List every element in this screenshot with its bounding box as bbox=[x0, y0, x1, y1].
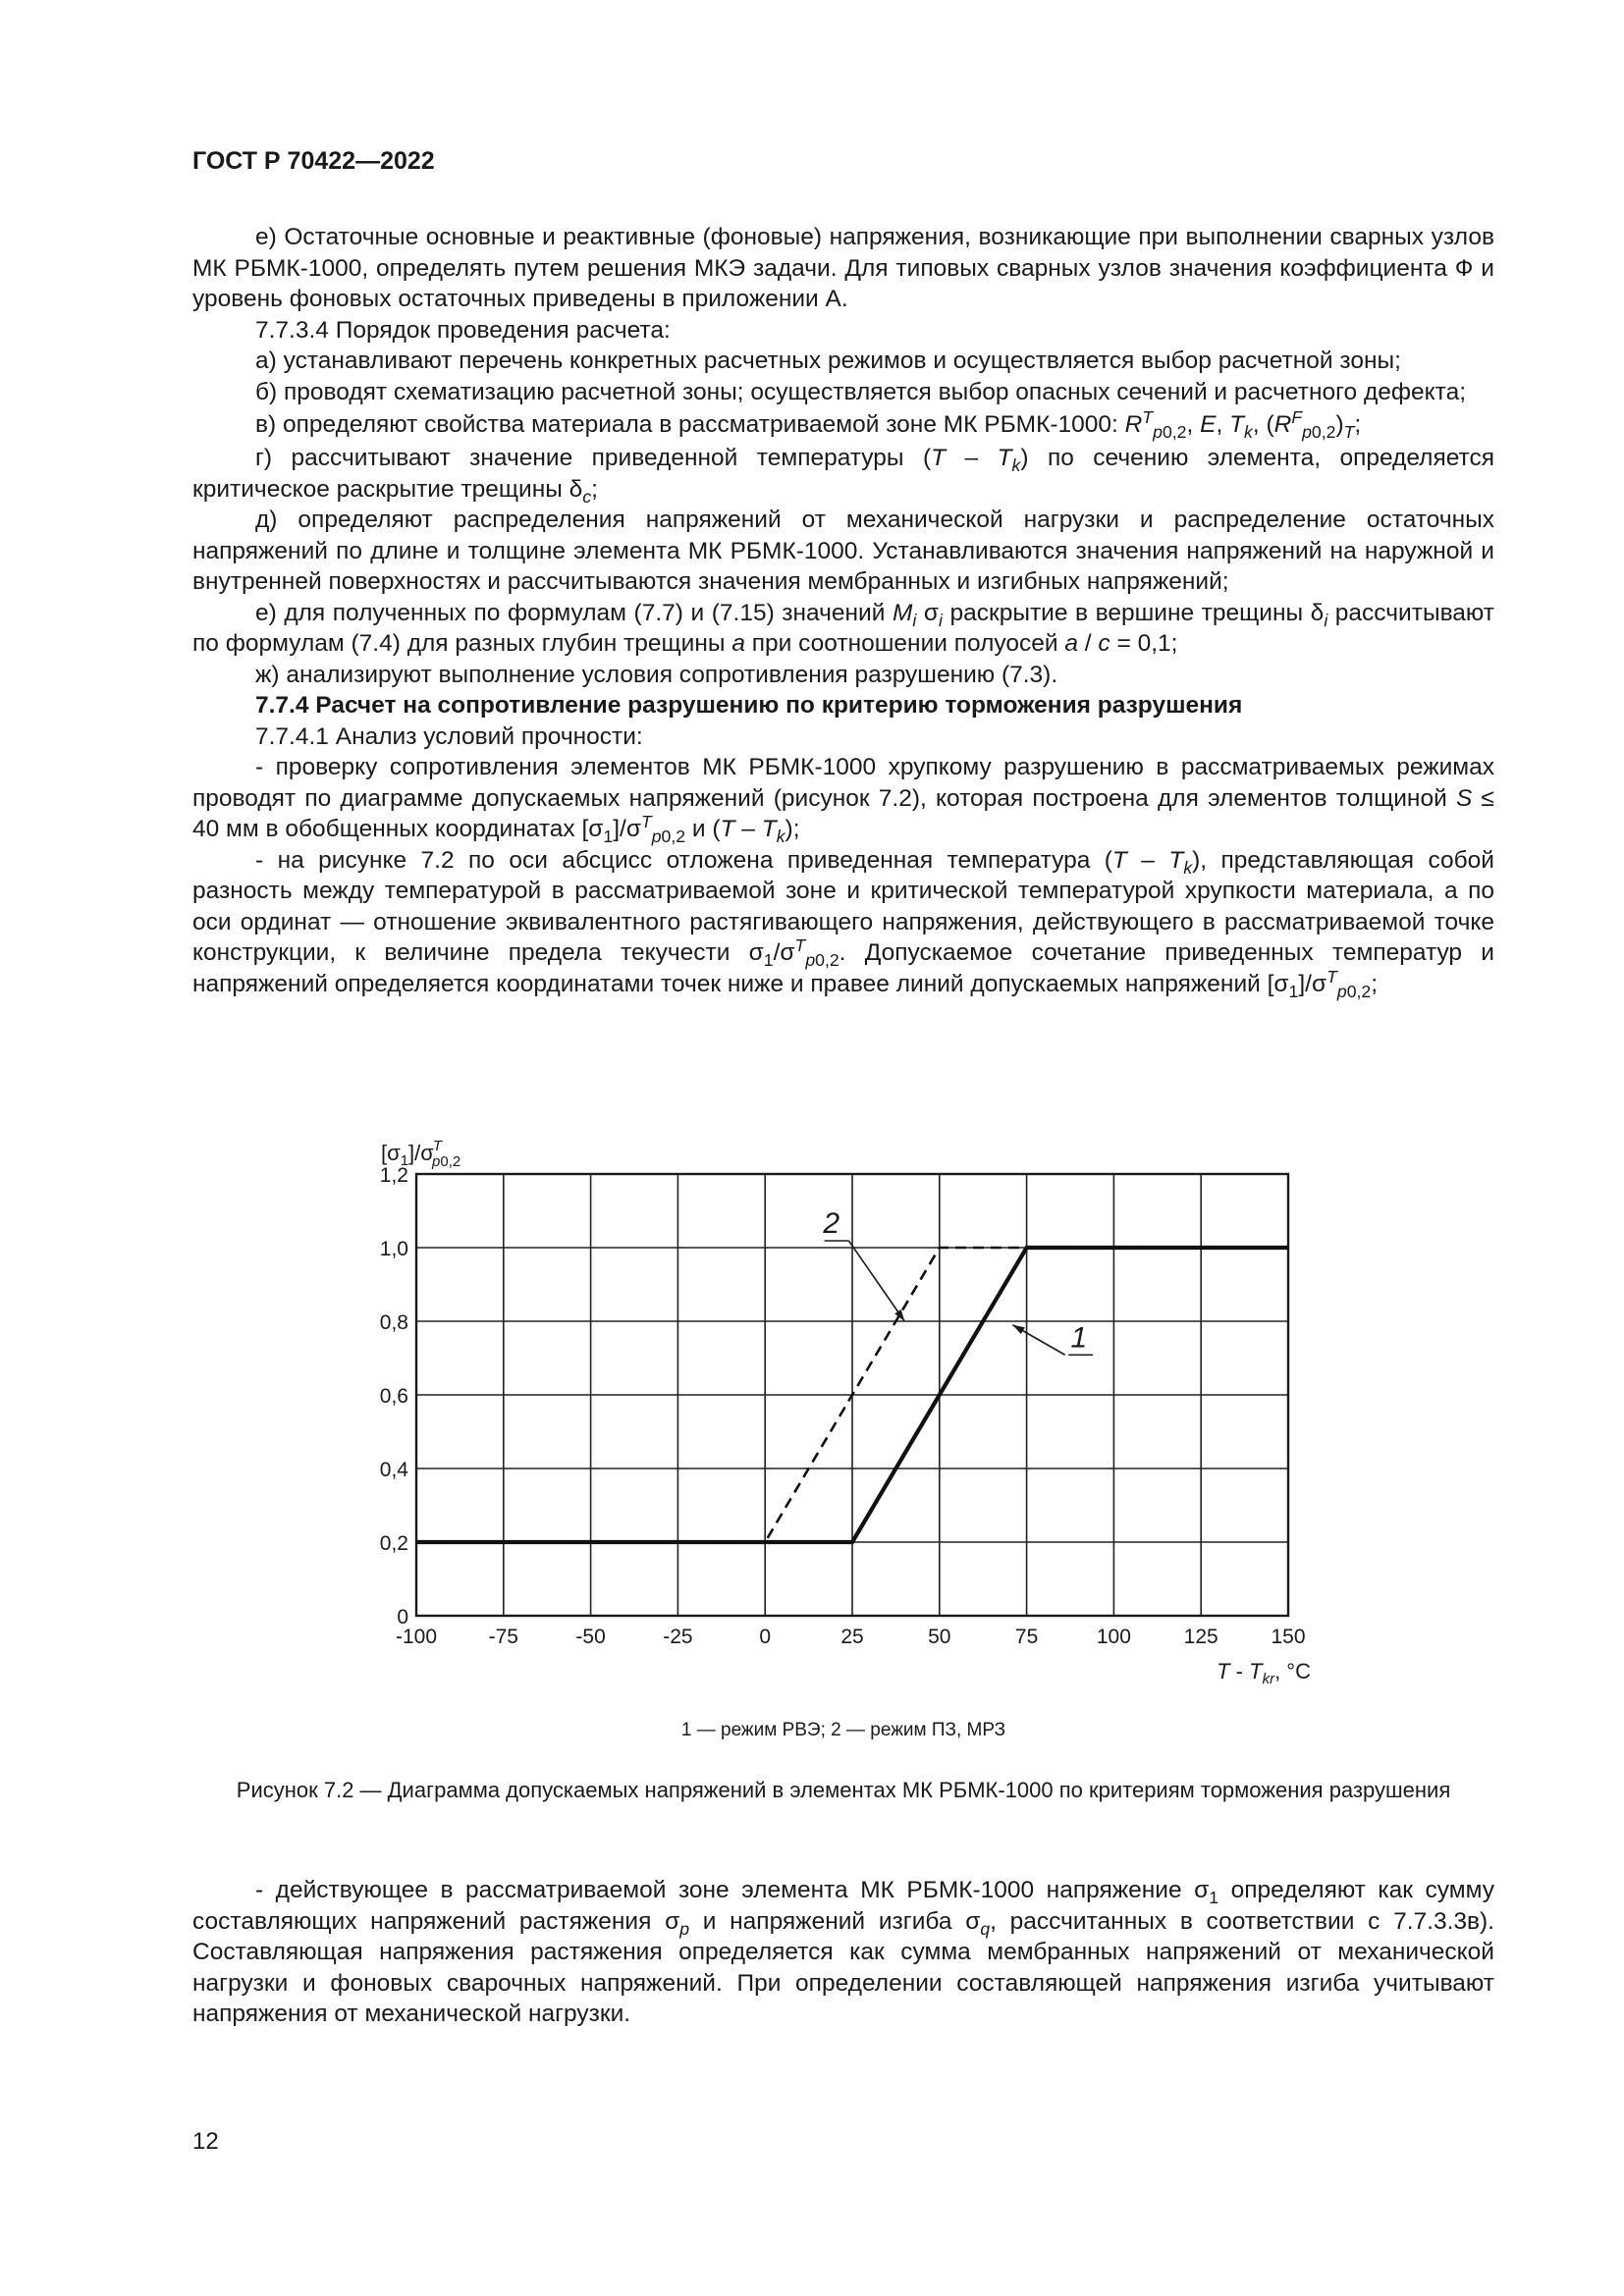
paragraph-e: е) для полученных по формулам (7.7) и (7.15) значений $M_i$ $\sigma_i$ раскрытие в вершине трещины $\delta_i$ рассчитывают по формулам (7.4) для разных глубин трещины a при соотношении полуосей a / c = 0,1; bbox=[192, 599, 1494, 657]
x-tick-label: 125 bbox=[1183, 1626, 1218, 1648]
x-tick-label: 150 bbox=[1271, 1626, 1306, 1648]
y-tick-label: 0,2 bbox=[379, 1532, 408, 1555]
paragraph-a: а) устанавливают перечень конкретных расчетных режимов и осуществляется выбор расчетной зоны; bbox=[255, 347, 1401, 374]
y-tick-label: 1,0 bbox=[379, 1238, 408, 1260]
paragraph-d: д) определяют распределения напряжений от механической нагрузки и распределение остаточных напряжений по длине и толщине элемента МК РБМК-1000. Устанавливаются значения напряжений на наружной и внутренней поверхностях и рассчитываются значения мембранных и изгибных напряжений; bbox=[192, 507, 1494, 595]
paragraph-7-7-4-1: 7.7.4.1 Анализ условий прочности: bbox=[255, 722, 643, 750]
allowable-stress-chart bbox=[353, 1117, 1335, 1696]
paragraph-g: г) рассчитывают значение приведенной температуры $(T - T_k)$ по сечению элемента, определяется критическое раскрытие трещины $\delta_c$; bbox=[192, 445, 1494, 507]
y-tick-label: 1,2 bbox=[379, 1164, 408, 1187]
paragraph-v: в) определяют свойства материала в рассматриваемой зоне МК РБМК-1000: $R^T_{p0,2}$, E, $T_k$, $(R^F_{p0,2})_T$; bbox=[255, 406, 1362, 442]
x-tick-label: -75 bbox=[488, 1626, 518, 1648]
y-tick-label: 0 bbox=[397, 1606, 408, 1629]
annotation-label-2: 2 bbox=[823, 1207, 840, 1240]
figure-legend: 1 — режим РВЭ; 2 — режим ПЗ, МРЗ bbox=[680, 1720, 1006, 1740]
x-axis-label: T - $T_{kr}$, °C bbox=[1217, 1659, 1311, 1687]
x-tick-label: 50 bbox=[928, 1626, 951, 1648]
figure-caption: Рисунок 7.2 — Диаграмма допускаемых напряжений в элементах МК РБМК-1000 по критериям торможения разрушения bbox=[236, 1778, 1451, 1802]
x-tick-label: 100 bbox=[1096, 1626, 1131, 1648]
paragraph-figure-description: - на рисунке 7.2 по оси абсцисс отложена приведенная температура $(T - T_k)$, представляющая собой разность между температурой в рассматриваемой зоне и критической температурой хрупкости материала, а по оси ординат — отношение эквивалентного растягивающего напряжения, действующего в рассматриваемой точке конструкции, к величине предела текучести $\sigma_1/\sigma^T_{p0,2}$. Допускаемое сочетание приведенных температур и напряжений определяется координатами точек ниже и правее линий допускаемых напряжений $[\sigma_1]/\sigma^T_{p0,2}$; bbox=[192, 846, 1494, 1001]
y-tick-label: 0,8 bbox=[379, 1311, 408, 1334]
page-number: 12 bbox=[192, 2128, 219, 2155]
section-heading-7-7-4: 7.7.4 Расчет на сопротивление разрушению по критерию торможения разрушения bbox=[255, 692, 1243, 719]
paragraph-b: б) проводят схематизацию расчетной зоны; осуществляется выбор опасных сечений и расчетного дефекта; bbox=[255, 378, 1467, 405]
body-text-top bbox=[192, 222, 1494, 999]
annotation-arrowhead bbox=[1012, 1325, 1024, 1334]
document-code: ГОСТ Р 70422—2022 bbox=[192, 147, 435, 175]
y-tick-label: 0,4 bbox=[379, 1459, 408, 1481]
paragraph-zh: ж) анализируют выполнение условия сопротивления разрушению (7.3). bbox=[255, 661, 1058, 688]
annotation-label-1: 1 bbox=[1070, 1321, 1088, 1355]
body-text-bottom bbox=[192, 1875, 1494, 2030]
y-axis-label: $[\sigma_1]/\sigma T$ p0,2 bbox=[381, 1138, 461, 1170]
paragraph-7-7-3-4: 7.7.3.4 Порядок проведения расчета: bbox=[255, 316, 671, 344]
annotation-leader-line bbox=[848, 1241, 904, 1321]
x-tick-label: -25 bbox=[663, 1626, 693, 1648]
paragraph-residual-stress: е) Остаточные основные и реактивные (фоновые) напряжения, возникающие при выполнении сварных узлов МК РБМК-1000, определять путем решения МКЭ задачи. Для типовых сварных узлов значения коэффициента Ф и уровень фоновых остаточных приведены в приложении А. bbox=[192, 224, 1494, 312]
x-tick-label: 75 bbox=[1014, 1626, 1039, 1648]
x-tick-label: 0 bbox=[759, 1626, 772, 1648]
y-tick-label: 0,6 bbox=[379, 1385, 408, 1408]
x-tick-label: -100 bbox=[395, 1626, 438, 1648]
x-tick-label: -50 bbox=[575, 1626, 606, 1648]
paragraph-check-resistance: - проверку сопротивления элементов МК РБМК-1000 хрупкому разрушению в рассматриваемых режимах проводят по диаграмме допускаемых напряжений (рисунок 7.2), которая построена для элементов толщиной S ≤ 40 мм в обобщенных координатах $[\sigma_1]/\sigma^T_{p0,2}$ и $(T - T_k)$; bbox=[192, 754, 1494, 846]
x-tick-label: 25 bbox=[840, 1626, 864, 1648]
paragraph-acting-stress: - действующее в рассматриваемой зоне элемента МК РБМК-1000 напряжение $\sigma_1$ определяют как сумму составляющих напряжений растяжения $\sigma_p$ и напряжений изгиба $\sigma_q$, рассчитанных в соответствии с 7.7.3.3в). Составляющая напряжения растяжения определяется как сумма мембранных напряжений от механической нагрузки и фоновых сварочных напряжений. При определении составляющей напряжения изгиба учитывают напряжения от механической нагрузки. bbox=[192, 1877, 1494, 2027]
